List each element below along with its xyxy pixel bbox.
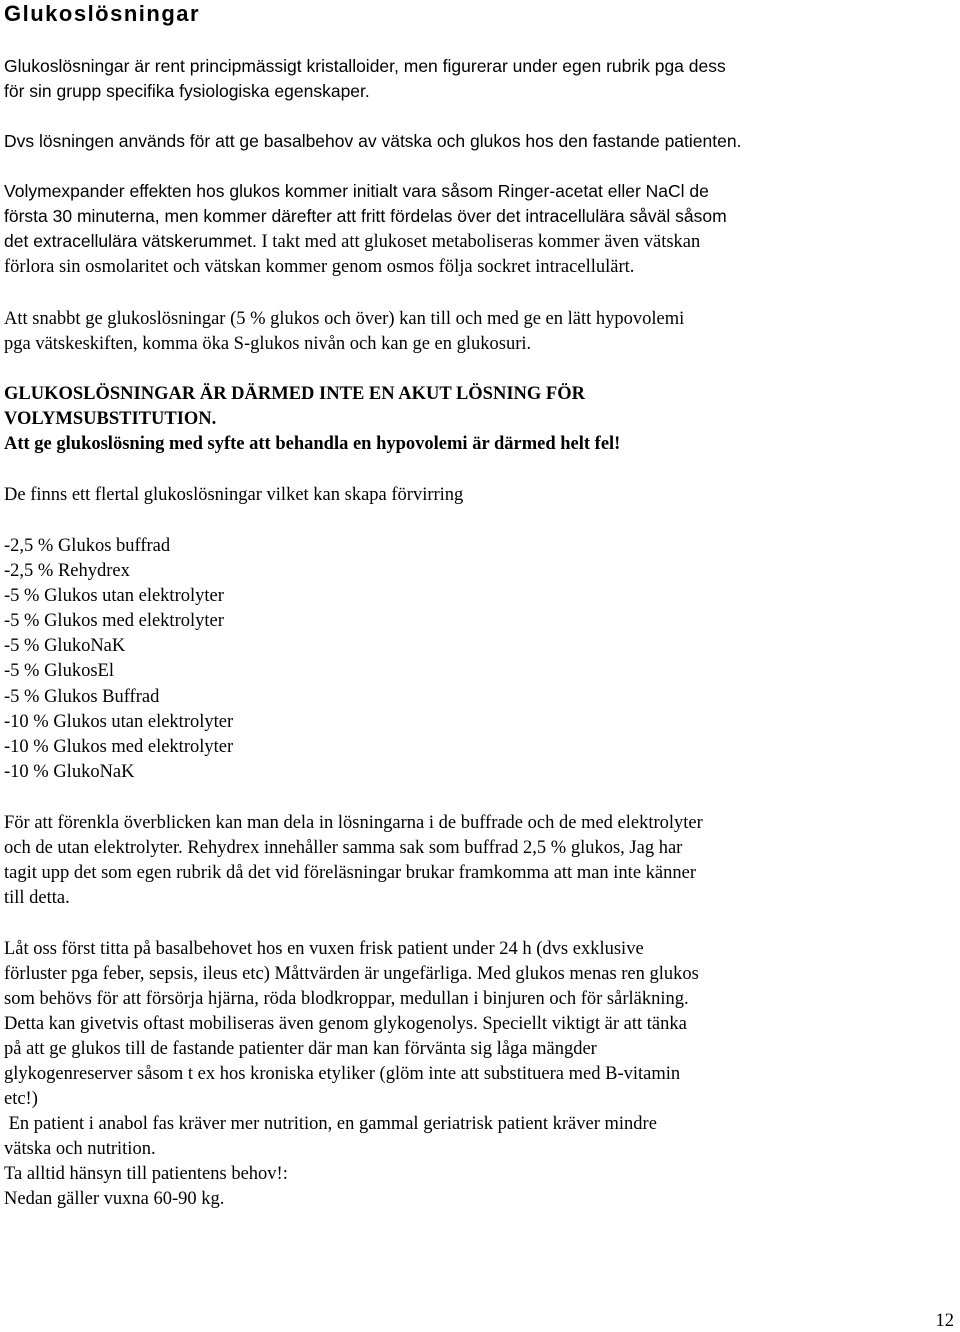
list-item: -5 % Glukos utan elektrolyter bbox=[4, 586, 224, 607]
text-line: VOLYMSUBSTITUTION. bbox=[4, 409, 217, 429]
text-line: Volymexpander effekten hos glukos kommer initialt vara såsom Ringer-acetat eller NaCl de bbox=[4, 181, 709, 201]
text-line: Nedan gäller vuxna 60-90 kg. bbox=[4, 1189, 225, 1209]
text-line bbox=[4, 229, 954, 255]
text-line: tagit upp det som egen rubrik då det vid föreläsningar brukar framkomma att man inte känner bbox=[4, 863, 696, 883]
list-item: -5 % Glukos Buffrad bbox=[4, 686, 160, 707]
text-line: som behövs för att försörja hjärna, röda blodkroppar, medullan i binjuren och för sårläkning. bbox=[4, 989, 689, 1009]
text-line: glykogenreserver såsom t ex hos kroniska etyliker (glöm inte att substituera med B-vitamin bbox=[4, 1064, 681, 1084]
text-line: Att snabbt ge glukoslösningar (5 % glukos och över) kan till och med ge en lätt hypovolemi bbox=[4, 309, 685, 329]
text-line: för sin grupp specifika fysiologiska egenskaper. bbox=[4, 81, 370, 101]
text-line: förluster pga feber, sepsis, ileus etc) Måttvärden är ungefärliga. Med glukos menas ren glukos bbox=[4, 964, 699, 984]
text-fragment: I takt med att glukoset metaboliseras kommer även vätskan bbox=[256, 232, 701, 252]
text-line: Låt oss först titta på basalbehovet hos en vuxen frisk patient under 24 h (dvs exklusive bbox=[4, 939, 644, 959]
text-line: och de utan elektrolyter. Rehydrex innehåller samma sak som buffrad 2,5 % glukos, Jag har bbox=[4, 838, 683, 858]
overview-paragraph bbox=[4, 811, 954, 911]
list-item: -2,5 % Rehydrex bbox=[4, 561, 130, 582]
volume-paragraph bbox=[4, 179, 954, 280]
list-item: -5 % Glukos med elektrolyter bbox=[4, 611, 224, 632]
text-line: till detta. bbox=[4, 888, 70, 908]
intro-paragraph bbox=[4, 54, 954, 104]
text-fragment: det extracellulära vätskerummet. bbox=[4, 231, 257, 251]
page-number: 12 bbox=[935, 1311, 954, 1331]
text-line: Dvs lösningen används för att ge basalbehov av vätska och glukos hos den fastande patienten. bbox=[4, 131, 742, 151]
text-line: etc!) bbox=[4, 1089, 38, 1109]
text-line: förlora sin osmolaritet och vätskan kommer genom osmos följa sockret intracellulärt. bbox=[4, 257, 635, 277]
text-line: För att förenkla överblicken kan man dela in lösningarna i de buffrade och de med elektrolyter bbox=[4, 813, 703, 833]
list-item: -2,5 % Glukos buffrad bbox=[4, 536, 171, 556]
text-line: på att ge glukos till de fastande patienter där man kan förvänta sig låga mängder bbox=[4, 1039, 597, 1059]
list-item: -5 % GlukoNaK bbox=[4, 636, 126, 657]
text-line: De finns ett flertal glukoslösningar vilket kan skapa förvirring bbox=[4, 485, 464, 505]
text-line: vätska och nutrition. bbox=[4, 1139, 156, 1159]
text-line: Detta kan givetvis oftast mobiliseras även genom glykogenolys. Speciellt viktigt är att tänka bbox=[4, 1014, 687, 1034]
list-item: -5 % GlukosEl bbox=[4, 661, 114, 682]
text-line: Ta alltid hänsyn till patientens behov!: bbox=[4, 1164, 288, 1184]
text-line: Glukoslösningar är rent principmässigt kristalloider, men figurerar under egen rubrik pga dess bbox=[4, 56, 726, 76]
page-title: Glukoslösningar bbox=[4, 1, 201, 26]
text-line: pga vätskeskiften, komma öka S-glukos nivån och kan ge en glukosuri. bbox=[4, 334, 532, 354]
list-item: -10 % Glukos med elektrolyter bbox=[4, 736, 234, 757]
list-item: -10 % GlukoNaK bbox=[4, 761, 135, 782]
text-line: En patient i anabol fas kräver mer nutrition, en gammal geriatrisk patient kräver mindre bbox=[4, 1114, 657, 1134]
basal-needs-paragraph bbox=[4, 937, 954, 1212]
text-line: första 30 minuterna, men kommer därefter att fritt fördelas över det intracellulära såväl såsom bbox=[4, 206, 727, 226]
text-line: GLUKOSLÖSNINGAR ÄR DÄRMED INTE EN AKUT LÖSNING FÖR bbox=[4, 384, 585, 404]
purpose-paragraph bbox=[4, 129, 954, 154]
warning-paragraph bbox=[4, 382, 954, 457]
rapid-infusion-paragraph bbox=[4, 307, 954, 357]
solutions-list bbox=[4, 534, 233, 785]
text-line: Att ge glukoslösning med syfte att behandla en hypovolemi är därmed helt fel! bbox=[4, 434, 621, 454]
list-item: -10 % Glukos utan elektrolyter bbox=[4, 711, 234, 732]
solutions-intro bbox=[4, 483, 954, 508]
